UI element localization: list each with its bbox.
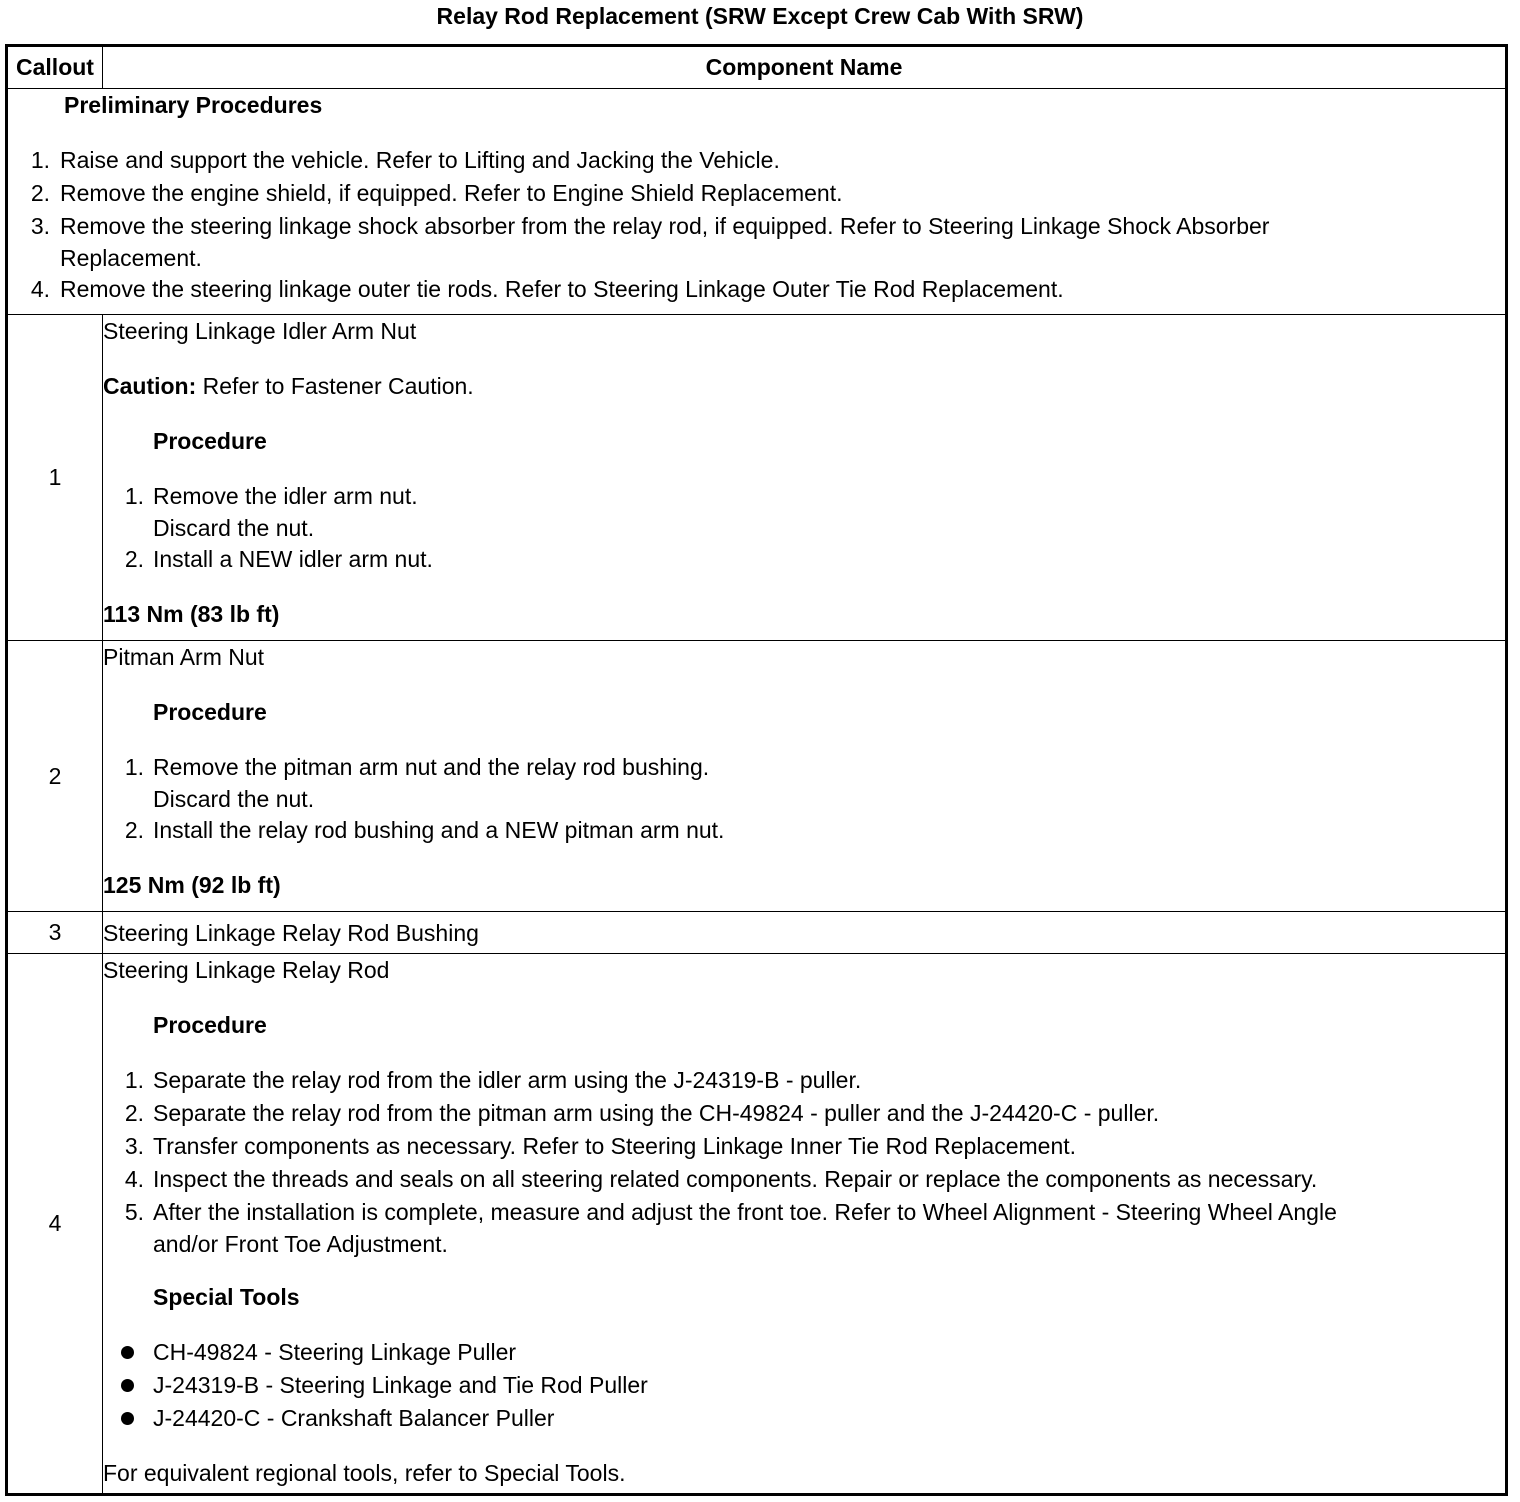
step-number: 2. <box>124 546 144 572</box>
list-item <box>103 543 1505 576</box>
step-number: 2. <box>124 817 144 843</box>
table-row <box>7 641 1507 912</box>
tool-text: CH-49824 - Steering Linkage Puller <box>153 1339 517 1365</box>
callout-table <box>5 44 1508 1496</box>
step-number: 2. <box>30 180 50 206</box>
list-item <box>8 273 1505 306</box>
component-name: Steering Linkage Idler Arm Nut <box>103 318 417 344</box>
step-number: 1. <box>124 1067 144 1093</box>
step-text: Transfer components as necessary. Refer to Steering Linkage Inner Tie Rod Replacement. <box>153 1133 1077 1159</box>
list-item <box>8 210 1505 273</box>
list-item <box>103 1196 1505 1259</box>
list-item <box>103 814 1505 847</box>
step-text: Separate the relay rod from the idler arm using the J-24319-B - puller. <box>153 1067 862 1093</box>
torque-spec: 113 Nm (83 lb ft) <box>103 601 280 627</box>
step-text: Remove the steering linkage outer tie rods. Refer to Steering Linkage Outer Tie Rod Replacement. <box>60 276 1064 302</box>
callout-number: 2 <box>7 641 103 912</box>
step-number: 4. <box>124 1166 144 1192</box>
regional-tools-note: For equivalent regional tools, refer to Special Tools. <box>103 1460 626 1486</box>
list-item <box>8 144 1505 177</box>
procedure-steps <box>103 1064 1505 1259</box>
step-number: 4. <box>30 276 50 302</box>
preliminary-steps <box>8 144 1505 306</box>
step-number: 1. <box>124 754 144 780</box>
special-tools-heading: Special Tools <box>153 1284 300 1310</box>
callout-number: 1 <box>7 315 103 641</box>
tool-text: J-24319-B - Steering Linkage and Tie Rod Puller <box>153 1372 648 1398</box>
step-number: 3. <box>30 213 50 239</box>
step-text-continued: Discard the nut. <box>153 515 315 541</box>
page-title: Relay Rod Replacement (SRW Except Crew Cab With SRW) <box>436 3 1084 29</box>
step-text: Install a NEW idler arm nut. <box>153 546 433 572</box>
preliminary-cell <box>7 89 1507 315</box>
procedure-steps <box>103 751 1505 847</box>
step-text: Remove the pitman arm nut and the relay rod bushing. <box>153 754 710 780</box>
step-text: Separate the relay rod from the pitman arm using the CH-49824 - puller and the J-24420-C - puller. <box>153 1100 1160 1126</box>
step-text-continued: and/or Front Toe Adjustment. <box>153 1231 448 1257</box>
component-cell <box>103 641 1507 912</box>
step-number: 3. <box>124 1133 144 1159</box>
component-header: Component Name <box>103 46 1507 89</box>
procedure-heading: Procedure <box>153 1012 267 1038</box>
list-item <box>103 751 1505 814</box>
list-item <box>103 480 1505 543</box>
step-text: Remove the steering linkage shock absorber from the relay rod, if equipped. Refer to Steering Linkage Shock Absorber <box>60 213 1270 239</box>
component-cell <box>103 954 1507 1495</box>
preliminary-heading: Preliminary Procedures <box>64 92 323 118</box>
torque-spec: 125 Nm (92 lb ft) <box>103 872 281 898</box>
list-item <box>103 1163 1505 1196</box>
preliminary-row <box>7 89 1507 315</box>
component-name: Steering Linkage Relay Rod Bushing <box>103 912 1507 954</box>
list-item <box>103 1064 1505 1097</box>
callout-number: 3 <box>7 912 103 954</box>
special-tools-list <box>103 1336 1505 1435</box>
step-number: 1. <box>30 147 50 173</box>
procedure-steps <box>103 480 1505 576</box>
step-text-continued: Replacement. <box>60 245 202 271</box>
list-item <box>103 1130 1505 1163</box>
step-text: Inspect the threads and seals on all steering related components. Repair or replace the components as necessary. <box>153 1166 1318 1192</box>
step-number: 1. <box>124 483 144 509</box>
component-name: Pitman Arm Nut <box>103 644 265 670</box>
step-text: After the installation is complete, measure and adjust the front toe. Refer to Wheel Alignment - Steering Wheel Angle <box>153 1199 1337 1225</box>
step-text: Raise and support the vehicle. Refer to Lifting and Jacking the Vehicle. <box>60 147 780 173</box>
step-text: Install the relay rod bushing and a NEW pitman arm nut. <box>153 817 725 843</box>
caution-note <box>103 370 1505 403</box>
table-row <box>7 315 1507 641</box>
component-name: Steering Linkage Relay Rod <box>103 957 390 983</box>
procedure-heading: Procedure <box>153 428 267 454</box>
procedure-heading: Procedure <box>153 699 267 725</box>
step-number: 5. <box>124 1199 144 1225</box>
list-item <box>103 1369 1505 1402</box>
table-row <box>7 912 1507 954</box>
caution-label: Caution: <box>103 373 197 399</box>
table-row <box>7 954 1507 1495</box>
step-number: 2. <box>124 1100 144 1126</box>
callout-header: Callout <box>7 46 103 89</box>
bullet-icon <box>103 1346 153 1359</box>
list-item <box>8 177 1505 210</box>
caution-text: Refer to Fastener Caution. <box>196 373 474 399</box>
header-row <box>7 46 1507 89</box>
step-text: Remove the engine shield, if equipped. Refer to Engine Shield Replacement. <box>60 180 843 206</box>
tool-text: J-24420-C - Crankshaft Balancer Puller <box>153 1405 555 1431</box>
step-text-continued: Discard the nut. <box>153 786 315 812</box>
bullet-icon <box>103 1379 153 1392</box>
bullet-icon <box>103 1412 153 1425</box>
list-item <box>103 1402 1505 1435</box>
step-text: Remove the idler arm nut. <box>153 483 418 509</box>
callout-number: 4 <box>7 954 103 1495</box>
component-cell <box>103 315 1507 641</box>
list-item <box>103 1336 1505 1369</box>
list-item <box>103 1097 1505 1130</box>
